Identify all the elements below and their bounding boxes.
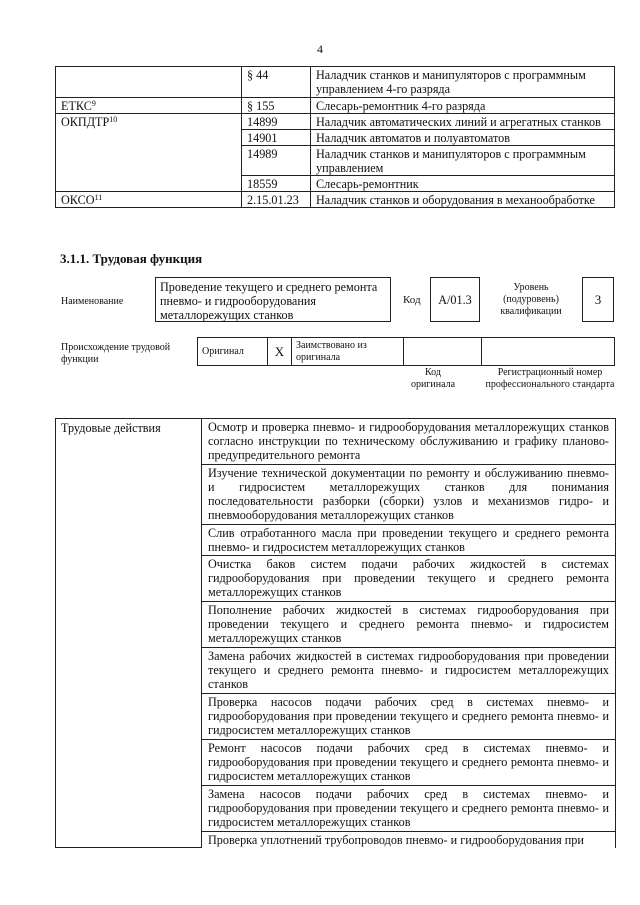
- table-row: [198, 338, 615, 366]
- source-cell: [56, 67, 242, 98]
- code-caption: Код оригинала: [410, 367, 456, 390]
- table-row: [56, 67, 615, 98]
- table-row: [56, 419, 616, 465]
- original-label: Оригинал: [198, 338, 268, 366]
- origin-table: [197, 337, 615, 366]
- section-title: 3.1.1. Трудовая функция: [60, 251, 203, 266]
- action-item: Проверка насосов подачи рабочих сред в системах пневмо- и гидрооборудования при проведении текущего и среднего ремонта пневмо- и гидросистем металлорежущих станков: [202, 694, 616, 740]
- level-label: Уровень (подуровень) квалификации: [500, 282, 562, 317]
- footnote-ref: 9: [91, 99, 96, 108]
- source-cell: [56, 98, 242, 114]
- page-number: 4: [317, 42, 323, 56]
- origin-code-cell: [404, 338, 482, 366]
- table-row: [56, 192, 615, 208]
- source-cell: [56, 192, 242, 208]
- name-cell: Наладчик станков и манипуляторов с программным управлением: [311, 146, 615, 176]
- qualification-level-box: 3: [582, 277, 614, 322]
- action-item: Осмотр и проверка пневмо- и гидрооборудования металлорежущих станков согласно инструкции по техническому обслуживанию и графику планово-предупредительного ремонта: [202, 419, 616, 465]
- labor-actions-table: [55, 418, 616, 848]
- code-label: Код: [403, 294, 421, 306]
- code-cell: 18559: [242, 176, 311, 192]
- source-cell: [56, 114, 242, 192]
- code-cell: § 155: [242, 98, 311, 114]
- code-cell: § 44: [242, 67, 311, 98]
- action-item: Проверка уплотнений трубопроводов пневмо- и гидрооборудования при: [202, 832, 616, 848]
- action-item: Ремонт насосов подачи рабочих сред в системах пневмо- и гидрооборудования при проведении текущего и среднего ремонта пневмо- и гидросистем металлорежущих станков: [202, 740, 616, 786]
- function-name-box: Проведение текущего и среднего ремонта пневмо- и гидрооборудования металлорежущих станков: [155, 277, 391, 322]
- footnote-ref: 10: [109, 115, 118, 124]
- function-code-box: A/01.3: [430, 277, 480, 322]
- borrowed-label: Заимствовано из оригинала: [292, 338, 404, 366]
- code-cell: 14989: [242, 146, 311, 176]
- name-cell: Наладчик автоматических линий и агрегатных станков: [311, 114, 615, 130]
- name-cell: Наладчик станков и оборудования в механообработке: [311, 192, 615, 208]
- registration-caption: Регистрационный номер профессионального стандарта: [485, 367, 615, 390]
- action-item: Пополнение рабочих жидкостей в системах гидрооборудования при проведении текущего и среднего ремонта пневмо- и гидросистем металлорежущих станков: [202, 602, 616, 648]
- actions-heading: Трудовые действия: [56, 419, 202, 848]
- name-cell: Слесарь-ремонтник: [311, 176, 615, 192]
- action-item: Очистка баков систем подачи рабочих жидкостей в системах гидрооборудования при проведении текущего и среднего ремонта металлорежущих станков: [202, 556, 616, 602]
- source-label: ЕТКС: [61, 99, 92, 113]
- original-mark: X: [268, 338, 292, 366]
- table-row: [56, 98, 615, 114]
- name-cell: Слесарь-ремонтник 4-го разряда: [311, 98, 615, 114]
- action-item: Слив отработанного масла при проведении текущего и среднего ремонта пневмо- и гидросистем металлорежущих станков: [202, 525, 616, 556]
- name-cell: Наладчик станков и манипуляторов с программным управлением 4-го разряда: [311, 67, 615, 98]
- name-cell: Наладчик автоматов и полуавтоматов: [311, 130, 615, 146]
- code-cell: 14901: [242, 130, 311, 146]
- action-item: Замена рабочих жидкостей в системах гидрооборудования при проведении текущего и среднего ремонта пневмо- и гидросистем металлорежущих станков: [202, 648, 616, 694]
- action-item: Изучение технической документации по ремонту и обслуживанию пневмо- и гидросистем металлорежущих станков для понимания последовательности разборки (сборки) узлов и механизмов гидро- и пневмооборудования металлорежущих станков: [202, 465, 616, 525]
- classification-table: [55, 66, 615, 208]
- code-cell: 2.15.01.23: [242, 192, 311, 208]
- footnote-ref: 11: [94, 193, 103, 202]
- registration-number-cell: [482, 338, 615, 366]
- source-label: ОКПДТР: [61, 115, 110, 129]
- table-row: [56, 114, 615, 130]
- source-label: ОКСО: [61, 193, 95, 207]
- origin-label: Происхождение трудовой функции: [61, 342, 171, 365]
- name-label: Наименование: [61, 296, 124, 307]
- action-item: Замена насосов подачи рабочих сред в системах пневмо- и гидрооборудования при проведении текущего и среднего ремонта пневмо- и гидросистем металлорежущих станков: [202, 786, 616, 832]
- code-cell: 14899: [242, 114, 311, 130]
